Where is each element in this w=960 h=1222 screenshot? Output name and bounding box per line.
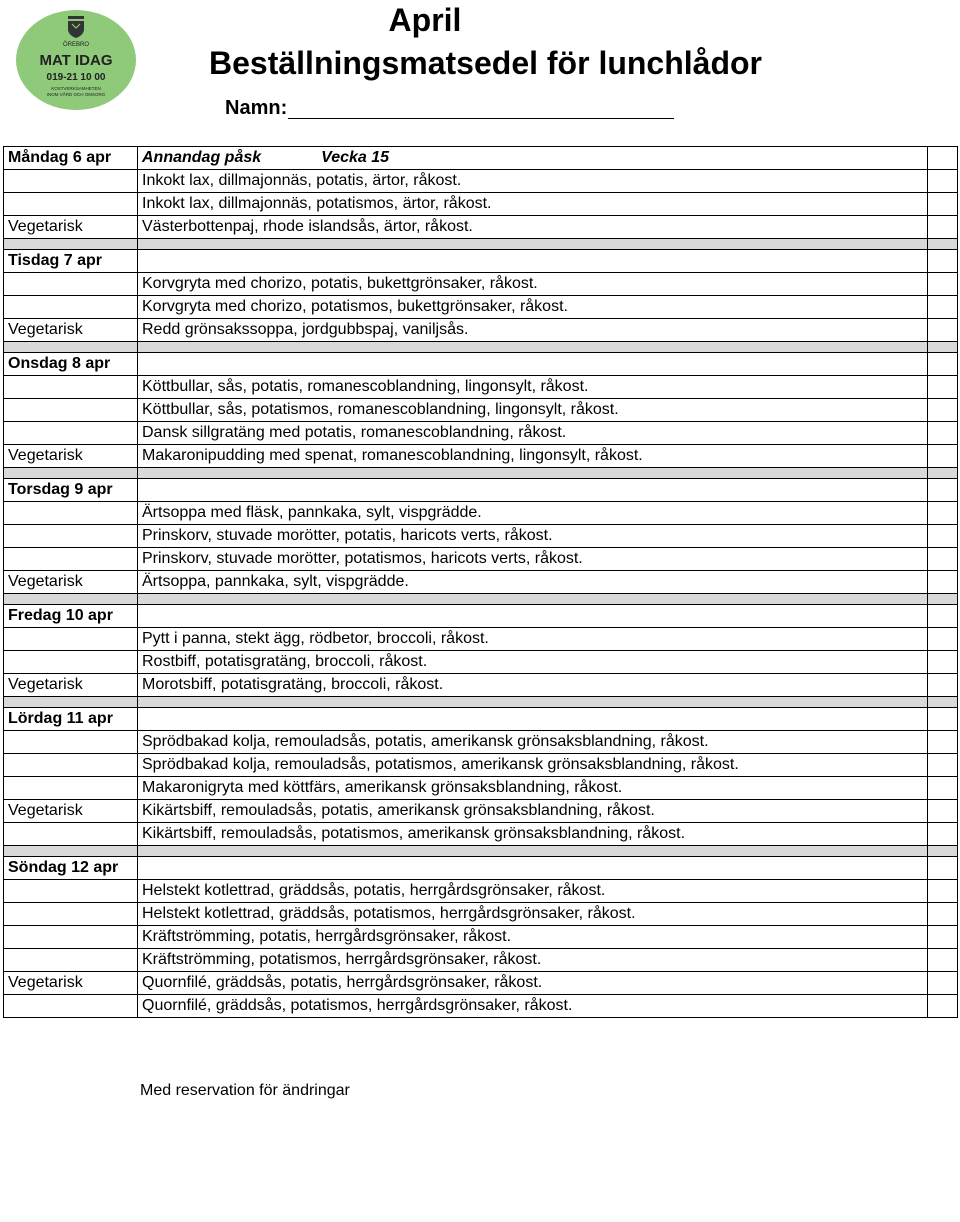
- dish-row: [4, 376, 958, 399]
- order-quantity-cell[interactable]: [928, 376, 958, 399]
- dish-description: Ärtsoppa med fläsk, pannkaka, sylt, vispgrädde.: [138, 502, 928, 525]
- order-quantity-cell[interactable]: [928, 708, 958, 731]
- dish-row: [4, 995, 958, 1018]
- dish-row: [4, 296, 958, 319]
- order-quantity-cell[interactable]: [928, 250, 958, 273]
- dish-type-label: Vegetarisk: [4, 445, 138, 468]
- day-label: Fredag 10 apr: [4, 605, 138, 628]
- order-quantity-cell[interactable]: [928, 571, 958, 594]
- logo-city: ÖREBRO: [62, 42, 90, 48]
- day-header-row: [4, 605, 958, 628]
- dish-description: Sprödbakad kolja, remouladsås, potatismos, amerikansk grönsaksblandning, råkost.: [138, 754, 928, 777]
- dish-type-label: [4, 651, 138, 674]
- order-quantity-cell[interactable]: [928, 525, 958, 548]
- order-quantity-cell[interactable]: [928, 903, 958, 926]
- order-quantity-cell[interactable]: [928, 296, 958, 319]
- page-title: Beställningsmatsedel för lunchlådor: [209, 45, 762, 81]
- dish-row: [4, 445, 958, 468]
- order-quantity-cell[interactable]: [928, 995, 958, 1018]
- order-quantity-cell[interactable]: [928, 777, 958, 800]
- dish-description: Kikärtsbiff, remouladsås, potatismos, amerikansk grönsaksblandning, råkost.: [138, 823, 928, 846]
- dish-description: Morotsbiff, potatisgratäng, broccoli, råkost.: [138, 674, 928, 697]
- order-quantity-cell[interactable]: [928, 479, 958, 502]
- order-quantity-cell[interactable]: [928, 731, 958, 754]
- name-label: Namn:: [225, 97, 288, 119]
- name-field-line[interactable]: [288, 118, 674, 119]
- dish-row: [4, 422, 958, 445]
- dish-type-label: [4, 193, 138, 216]
- dish-type-label: Vegetarisk: [4, 674, 138, 697]
- dish-description: Korvgryta med chorizo, potatismos, bukettgrönsaker, råkost.: [138, 296, 928, 319]
- day-header-info: [138, 708, 928, 731]
- dish-description: Prinskorv, stuvade morötter, potatis, haricots verts, råkost.: [138, 525, 928, 548]
- day-header-row: [4, 479, 958, 502]
- separator-cell: [4, 697, 138, 708]
- dish-row: [4, 319, 958, 342]
- separator-cell: [4, 239, 138, 250]
- separator-cell: [138, 697, 928, 708]
- dish-type-label: [4, 731, 138, 754]
- day-header-info: [138, 147, 928, 170]
- dish-row: [4, 754, 958, 777]
- separator-cell: [928, 697, 958, 708]
- order-quantity-cell[interactable]: [928, 628, 958, 651]
- order-quantity-cell[interactable]: [928, 674, 958, 697]
- dish-description: Inkokt lax, dillmajonnäs, potatismos, ärtor, råkost.: [138, 193, 928, 216]
- dish-description: Kräftströmming, potatismos, herrgårdsgrönsaker, råkost.: [138, 949, 928, 972]
- dish-type-label: [4, 525, 138, 548]
- dish-type-label: [4, 376, 138, 399]
- dish-type-label: Vegetarisk: [4, 972, 138, 995]
- day-separator: [4, 697, 958, 708]
- day-header-info: [138, 857, 928, 880]
- order-quantity-cell[interactable]: [928, 399, 958, 422]
- day-label: Söndag 12 apr: [4, 857, 138, 880]
- month-title: April: [388, 2, 462, 38]
- dish-row: [4, 651, 958, 674]
- dish-type-label: [4, 399, 138, 422]
- separator-cell: [4, 846, 138, 857]
- logo-sub2: INOM VÅRD OCH OMSORG: [46, 92, 106, 97]
- dish-description: Pytt i panna, stekt ägg, rödbetor, broccoli, råkost.: [138, 628, 928, 651]
- dish-row: [4, 216, 958, 239]
- dish-type-label: [4, 903, 138, 926]
- footer-note: Med reservation för ändringar: [140, 1082, 350, 1099]
- separator-cell: [138, 846, 928, 857]
- separator-cell: [928, 594, 958, 605]
- dish-description: Quornfilé, gräddsås, potatismos, herrgårdsgrönsaker, råkost.: [138, 995, 928, 1018]
- order-quantity-cell[interactable]: [928, 949, 958, 972]
- order-quantity-cell[interactable]: [928, 170, 958, 193]
- dish-type-label: [4, 170, 138, 193]
- dish-description: Makaronigryta med köttfärs, amerikansk grönsaksblandning, råkost.: [138, 777, 928, 800]
- dish-description: Makaronipudding med spenat, romanescoblandning, lingonsylt, råkost.: [138, 445, 928, 468]
- day-separator: [4, 342, 958, 353]
- holiday-name: Annandag påsk: [142, 149, 262, 166]
- week-number: Vecka 15: [321, 149, 390, 166]
- day-header-info: [138, 250, 928, 273]
- dish-row: [4, 926, 958, 949]
- dish-description: Inkokt lax, dillmajonnäs, potatis, ärtor, råkost.: [138, 170, 928, 193]
- order-quantity-cell[interactable]: [928, 273, 958, 296]
- dish-row: [4, 972, 958, 995]
- dish-description: Dansk sillgratäng med potatis, romanescoblandning, råkost.: [138, 422, 928, 445]
- order-quantity-cell[interactable]: [928, 193, 958, 216]
- day-label: Onsdag 8 apr: [4, 353, 138, 376]
- day-header-row: [4, 250, 958, 273]
- order-quantity-cell[interactable]: [928, 651, 958, 674]
- logo-phone: 019-21 10 00: [46, 72, 106, 83]
- separator-cell: [138, 468, 928, 479]
- dish-row: [4, 571, 958, 594]
- dish-type-label: [4, 949, 138, 972]
- order-quantity-cell[interactable]: [928, 926, 958, 949]
- dish-description: Ärtsoppa, pannkaka, sylt, vispgrädde.: [138, 571, 928, 594]
- dish-description: Prinskorv, stuvade morötter, potatismos, haricots verts, råkost.: [138, 548, 928, 571]
- day-header-row: [4, 857, 958, 880]
- day-separator: [4, 239, 958, 250]
- dish-description: Kräftströmming, potatis, herrgårdsgrönsaker, råkost.: [138, 926, 928, 949]
- day-header-row: [4, 353, 958, 376]
- order-quantity-cell[interactable]: [928, 422, 958, 445]
- dish-description: Sprödbakad kolja, remouladsås, potatis, amerikansk grönsaksblandning, råkost.: [138, 731, 928, 754]
- order-quantity-cell[interactable]: [928, 548, 958, 571]
- dish-description: Korvgryta med chorizo, potatis, bukettgrönsaker, råkost.: [138, 273, 928, 296]
- dish-row: [4, 777, 958, 800]
- day-label: Tisdag 7 apr: [4, 250, 138, 273]
- dish-type-label: [4, 273, 138, 296]
- dish-row: [4, 525, 958, 548]
- dish-description: Rostbiff, potatisgratäng, broccoli, råkost.: [138, 651, 928, 674]
- day-header-info: [138, 479, 928, 502]
- dish-type-label: [4, 502, 138, 525]
- dish-description: Helstekt kotlettrad, gräddsås, potatismos, herrgårdsgrönsaker, råkost.: [138, 903, 928, 926]
- dish-row: [4, 399, 958, 422]
- day-label: Torsdag 9 apr: [4, 479, 138, 502]
- separator-cell: [138, 342, 928, 353]
- separator-cell: [928, 342, 958, 353]
- order-quantity-cell[interactable]: [928, 502, 958, 525]
- dish-description: Redd grönsakssoppa, jordgubbspaj, vaniljsås.: [138, 319, 928, 342]
- day-header-info: [138, 353, 928, 376]
- dish-description: Helstekt kotlettrad, gräddsås, potatis, herrgårdsgrönsaker, råkost.: [138, 880, 928, 903]
- dish-description: Kikärtsbiff, remouladsås, potatis, amerikansk grönsaksblandning, råkost.: [138, 800, 928, 823]
- dish-type-label: Vegetarisk: [4, 319, 138, 342]
- day-separator: [4, 594, 958, 605]
- dish-row: [4, 800, 958, 823]
- dish-description: Västerbottenpaj, rhode islandsås, ärtor, råkost.: [138, 216, 928, 239]
- dish-row: [4, 880, 958, 903]
- dish-description: Quornfilé, gräddsås, potatis, herrgårdsgrönsaker, råkost.: [138, 972, 928, 995]
- dish-row: [4, 903, 958, 926]
- order-quantity-cell[interactable]: [928, 972, 958, 995]
- separator-cell: [4, 594, 138, 605]
- separator-cell: [4, 342, 138, 353]
- dish-type-label: [4, 880, 138, 903]
- separator-cell: [928, 846, 958, 857]
- dish-type-label: [4, 422, 138, 445]
- day-separator: [4, 468, 958, 479]
- day-header-info: [138, 605, 928, 628]
- dish-description: Köttbullar, sås, potatismos, romanescoblandning, lingonsylt, råkost.: [138, 399, 928, 422]
- day-header-row: [4, 147, 958, 170]
- order-quantity-cell[interactable]: [928, 605, 958, 628]
- day-label: Måndag 6 apr: [4, 147, 138, 170]
- order-quantity-cell[interactable]: [928, 147, 958, 170]
- day-label: Lördag 11 apr: [4, 708, 138, 731]
- dish-row: [4, 502, 958, 525]
- separator-cell: [138, 239, 928, 250]
- dish-type-label: [4, 823, 138, 846]
- dish-row: [4, 674, 958, 697]
- dish-type-label: [4, 754, 138, 777]
- dish-type-label: [4, 777, 138, 800]
- separator-cell: [928, 239, 958, 250]
- order-quantity-cell[interactable]: [928, 216, 958, 239]
- order-quantity-cell[interactable]: [928, 319, 958, 342]
- order-quantity-cell[interactable]: [928, 800, 958, 823]
- dish-row: [4, 548, 958, 571]
- order-menu-table: [3, 146, 958, 1018]
- order-quantity-cell[interactable]: [928, 823, 958, 846]
- dish-type-label: Vegetarisk: [4, 216, 138, 239]
- dish-type-label: [4, 995, 138, 1018]
- order-quantity-cell[interactable]: [928, 353, 958, 376]
- logo-sub1: KOSTVERKSAMHETEN: [51, 86, 101, 91]
- dish-row: [4, 731, 958, 754]
- dish-row: [4, 170, 958, 193]
- dish-row: [4, 628, 958, 651]
- order-quantity-cell[interactable]: [928, 857, 958, 880]
- separator-cell: [928, 468, 958, 479]
- dish-type-label: [4, 926, 138, 949]
- dish-type-label: [4, 296, 138, 319]
- dish-row: [4, 823, 958, 846]
- dish-type-label: [4, 628, 138, 651]
- dish-row: [4, 193, 958, 216]
- separator-cell: [4, 468, 138, 479]
- dish-type-label: Vegetarisk: [4, 571, 138, 594]
- dish-row: [4, 273, 958, 296]
- order-quantity-cell[interactable]: [928, 445, 958, 468]
- dish-description: Köttbullar, sås, potatis, romanescoblandning, lingonsylt, råkost.: [138, 376, 928, 399]
- day-separator: [4, 846, 958, 857]
- separator-cell: [138, 594, 928, 605]
- logo-brand: MAT IDAG: [39, 52, 113, 69]
- order-quantity-cell[interactable]: [928, 754, 958, 777]
- day-header-row: [4, 708, 958, 731]
- order-quantity-cell[interactable]: [928, 880, 958, 903]
- dish-type-label: Vegetarisk: [4, 800, 138, 823]
- dish-row: [4, 949, 958, 972]
- dish-type-label: [4, 548, 138, 571]
